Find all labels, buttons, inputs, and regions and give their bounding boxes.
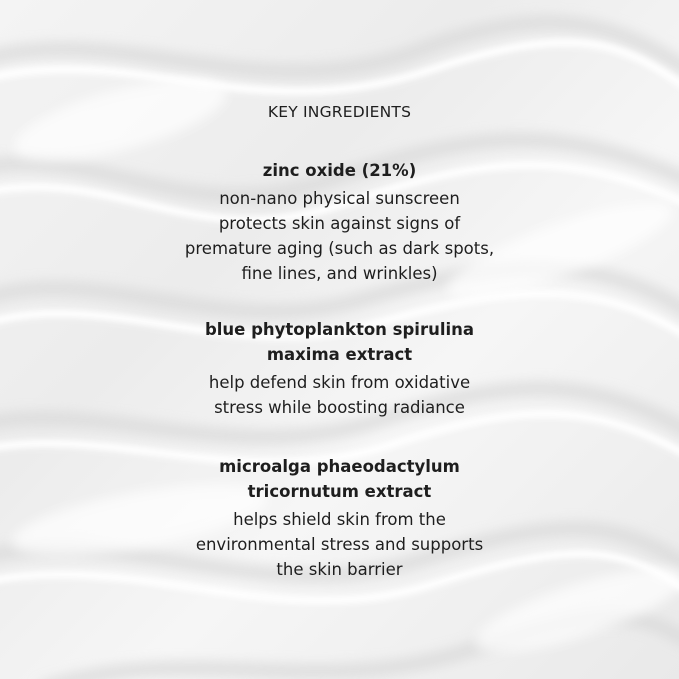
ingredient-zinc-oxide (0, 158, 679, 286)
ingredient-spirulina (0, 317, 679, 420)
ingredient-description: non-nano physical sunscreen protects skin against signs of premature aging (such as dark spots, fine lines, and wrinkles) (184, 189, 495, 283)
ingredient-name: blue phytoplankton spirulina maxima extract (204, 320, 475, 364)
key-ingredients-heading: KEY INGREDIENTS (267, 103, 412, 121)
ingredient-microalga (0, 454, 679, 582)
ingredient-name: zinc oxide (21%) (262, 161, 417, 180)
ingredient-description: help defend skin from oxidative stress while boosting radiance (208, 373, 471, 417)
ingredient-name: microalga phaeodactylum tricornutum extract (219, 457, 460, 501)
ingredient-description: helps shield skin from the environmental stress and supports the skin barrier (195, 510, 484, 579)
